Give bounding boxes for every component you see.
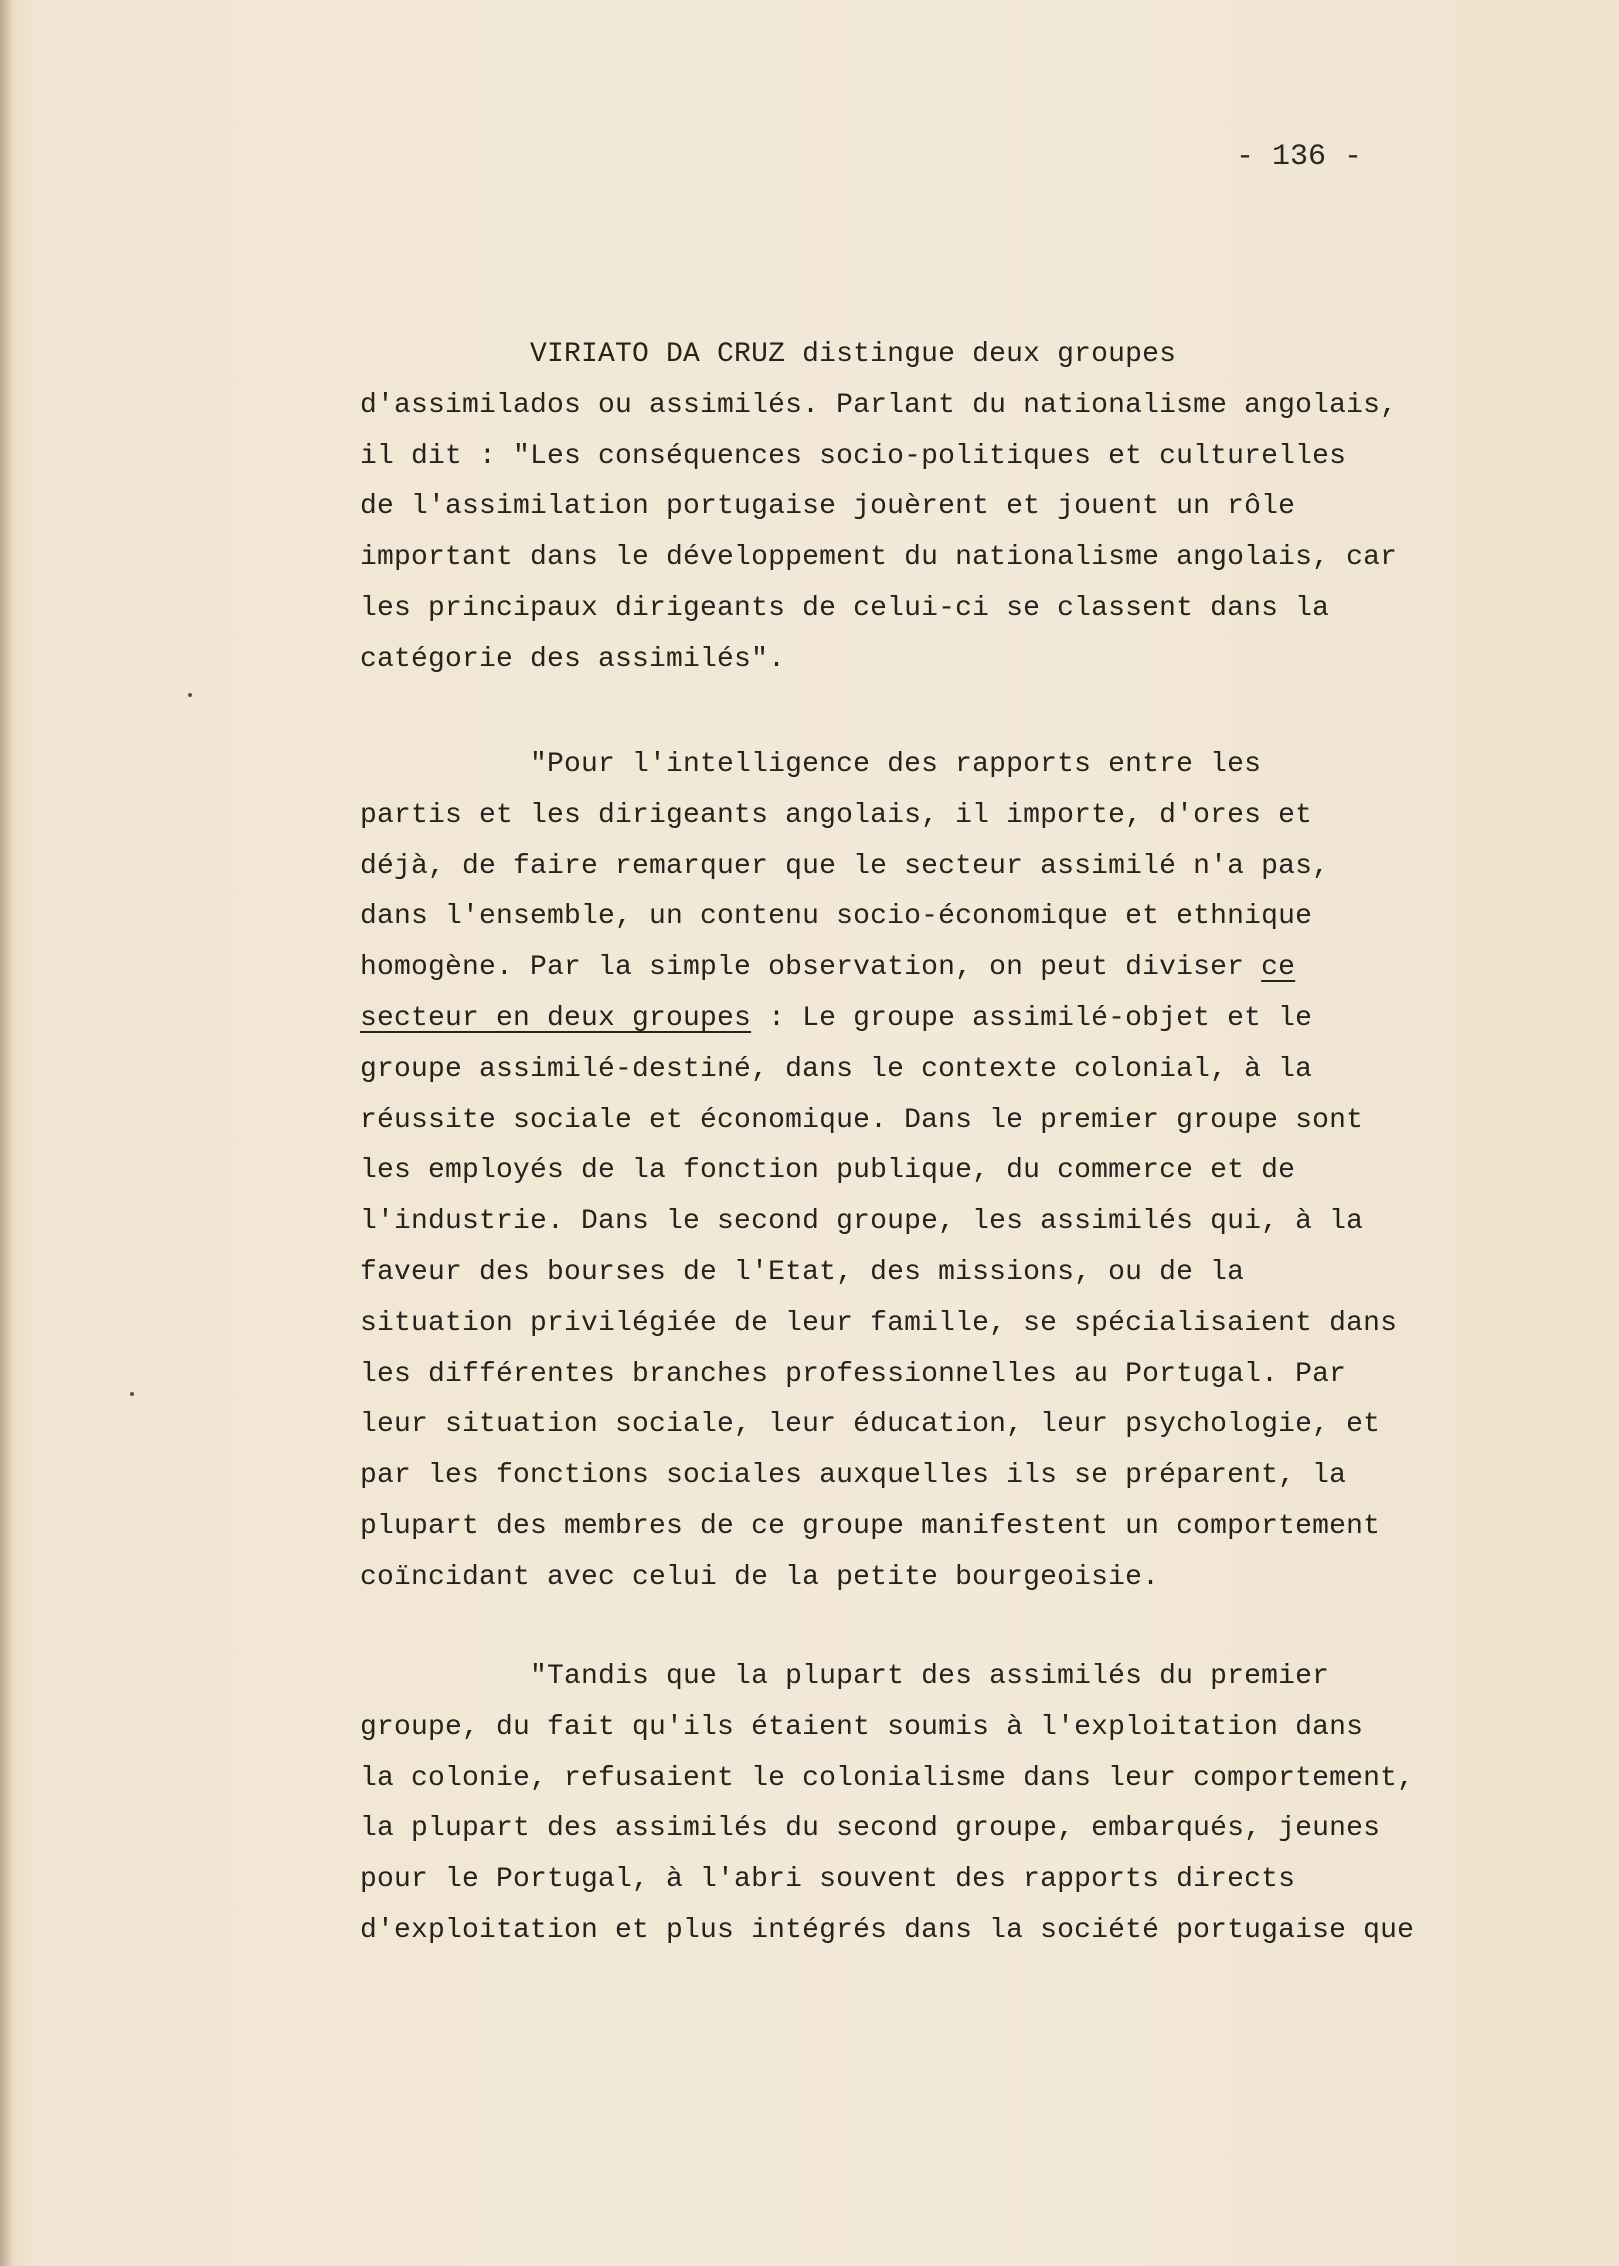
text-line: d'assimilados ou assimilés. Parlant du nationalisme angolais, [360,389,1398,421]
underlined-text: ce [1261,952,1296,984]
text-line: partis et les dirigeants angolais, il importe, d'ores et [360,799,1313,831]
text-line: situation privilégiée de leur famille, se spécialisaient dans [360,1307,1398,1339]
text-line: les employés de la fonction publique, du commerce et de [360,1155,1296,1187]
ink-speck [130,1392,134,1396]
text-line: la colonie, refusaient le colonialisme dans leur comportement, [360,1762,1415,1794]
text-line: les principaux dirigeants de celui-ci se classent dans la [360,592,1330,624]
text-line: catégorie des assimilés". [360,643,786,675]
text-line [360,994,1397,1045]
text-line: important dans le développement du nationalisme angolais, car [360,542,1398,574]
ink-speck [188,693,192,697]
text-line: l'industrie. Dans le second groupe, les assimilés qui, à la [360,1206,1364,1238]
text-line: faveur des bourses de l'Etat, des missions, ou de la [360,1256,1245,1288]
paragraph-3 [360,1652,1414,1957]
text-line: plupart des membres de ce groupe manifestent un comportement [360,1510,1381,1542]
paragraph-1 [360,330,1397,686]
text-line: la plupart des assimilés du second groupe, embarqués, jeunes [360,1813,1381,1845]
text-line: de l'assimilation portugaise jouèrent et jouent un rôle [360,491,1296,523]
text-line: les différentes branches professionnelles au Portugal. Par [360,1358,1347,1390]
text-line: coïncidant avec celui de la petite bourgeoisie. [360,1561,1160,1593]
text-line: il dit : "Les conséquences socio-politiques et culturelles [360,440,1347,472]
text-line [360,943,1397,994]
text-line: groupe assimilé-destiné, dans le contexte colonial, à la [360,1053,1313,1085]
text-line: réussite sociale et économique. Dans le premier groupe sont [360,1104,1364,1136]
text-line: "Pour l'intelligence des rapports entre les [360,749,1262,780]
text-line: par les fonctions sociales auxquelles ils se préparent, la [360,1460,1347,1492]
text-line: pour le Portugal, à l'abri souvent des rapports directs [360,1864,1296,1896]
text-line: "Tandis que la plupart des assimilés du premier [360,1661,1330,1692]
text-line: d'exploitation et plus intégrés dans la société portugaise que [360,1914,1415,1946]
text-line: dans l'ensemble, un contenu socio-économique et ethnique [360,901,1313,933]
text-line: VIRIATO DA CRUZ distingue deux groupes [360,339,1177,370]
text-segment: : Le groupe assimilé-objet et le [751,1002,1313,1034]
text-line: déjà, de faire remarquer que le secteur assimilé n'a pas, [360,850,1330,882]
underlined-text: secteur en deux groupes [360,1002,752,1034]
text-segment: homogène. Par la simple observation, on peut diviser [360,952,1262,984]
text-line: groupe, du fait qu'ils étaient soumis à l'exploitation dans [360,1711,1364,1743]
text-line: leur situation sociale, leur éducation, leur psychologie, et [360,1409,1381,1441]
paragraph-2 [360,740,1397,1604]
page-binding-edge [0,0,12,2266]
page-number: - 136 - [1236,140,1363,174]
